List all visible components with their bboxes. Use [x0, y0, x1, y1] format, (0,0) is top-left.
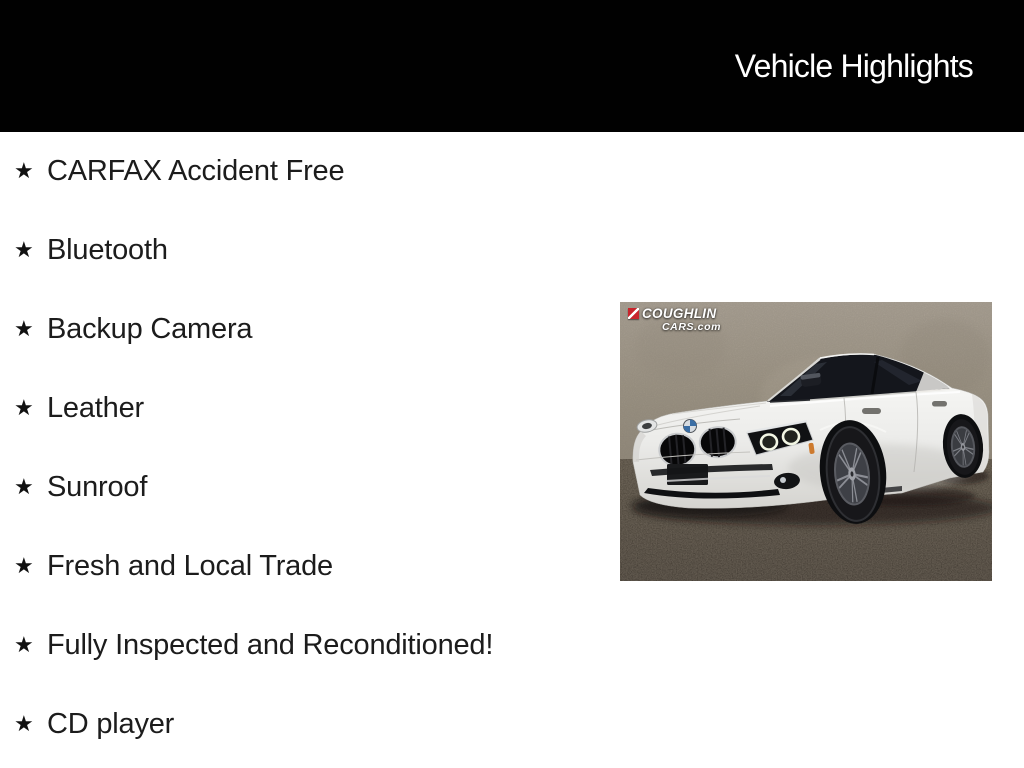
list-item-label: CD player	[47, 708, 175, 740]
coughlin-logo-icon	[628, 308, 639, 319]
star-bullet-icon: ★	[14, 552, 34, 578]
list-item	[0, 448, 493, 527]
list-item	[0, 685, 493, 764]
list-item	[0, 290, 493, 369]
list-item	[0, 606, 493, 685]
list-item-label: Fully Inspected and Reconditioned!	[47, 629, 494, 661]
dealer-watermark	[628, 307, 721, 332]
list-item-label: Leather	[47, 392, 144, 424]
dealer-site: CARS.com	[662, 320, 722, 333]
list-item-label: Bluetooth	[47, 234, 168, 266]
list-item-label: Sunroof	[47, 471, 148, 503]
vehicle-photo	[620, 302, 992, 581]
list-item-label: CARFAX Accident Free	[47, 155, 345, 187]
header-bar	[0, 0, 1024, 132]
list-item-label: Backup Camera	[47, 313, 253, 345]
dealer-name: COUGHLIN	[642, 306, 717, 321]
list-item	[0, 527, 493, 606]
list-item	[0, 211, 493, 290]
page-title: Vehicle Highlights	[734, 47, 973, 84]
highlights-list	[0, 132, 493, 764]
list-item	[0, 132, 493, 211]
star-bullet-icon: ★	[14, 710, 34, 736]
list-item-label: Fresh and Local Trade	[47, 550, 333, 582]
star-bullet-icon: ★	[14, 631, 34, 657]
star-bullet-icon: ★	[14, 315, 34, 341]
star-bullet-icon: ★	[14, 157, 34, 183]
vehicle-photo-art	[620, 302, 992, 581]
star-bullet-icon: ★	[14, 394, 34, 420]
star-bullet-icon: ★	[14, 236, 34, 262]
star-bullet-icon: ★	[14, 473, 34, 499]
list-item	[0, 369, 493, 448]
